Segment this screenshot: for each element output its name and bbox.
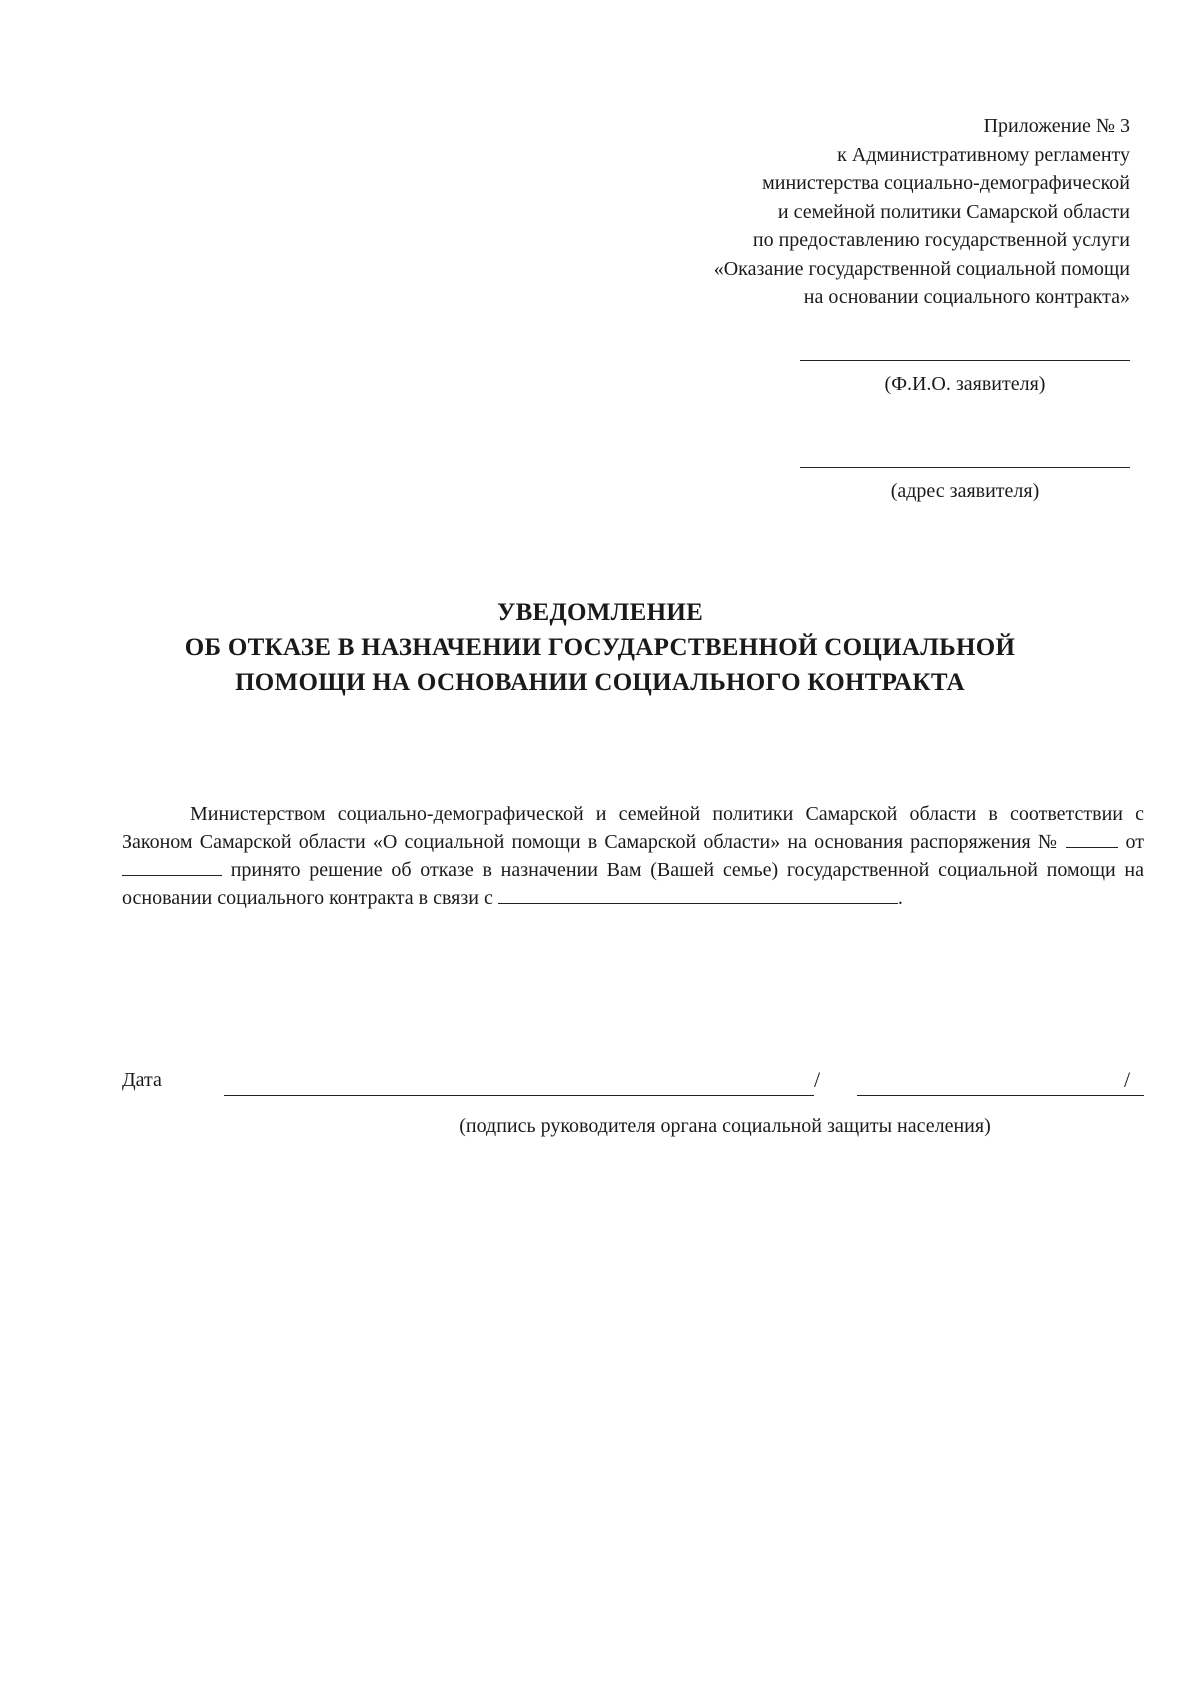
body-text-part2: от bbox=[1125, 831, 1145, 853]
signature-caption: (подпись руководителя органа социальной защиты населения) bbox=[459, 1115, 991, 1137]
signature-line bbox=[224, 1095, 814, 1096]
signature-slash: / bbox=[1124, 1067, 1131, 1092]
order-date-blank bbox=[122, 857, 222, 876]
notice-body bbox=[122, 800, 1144, 912]
signature-row bbox=[122, 1065, 1144, 1105]
applicant-address-caption: (адрес заявителя) bbox=[890, 480, 1040, 502]
signatory-name-line bbox=[857, 1095, 1144, 1096]
date-label: Дата bbox=[122, 1069, 162, 1091]
appendix-line: по предоставлению государственной услуги bbox=[752, 229, 1130, 251]
appendix-line: на основании социального контракта» bbox=[803, 286, 1130, 308]
applicant-address-line bbox=[800, 467, 1130, 468]
title-line: УВЕДОМЛЕНИЕ bbox=[496, 599, 704, 626]
body-text-part4: . bbox=[897, 887, 903, 909]
title-line: ПОМОЩИ НА ОСНОВАНИИ СОЦИАЛЬНОГО КОНТРАКТА bbox=[235, 669, 965, 696]
body-text-part1: Министерством социально-демографической и семейной политики Самарской области в соответствии с Законом Самарской области «О социальной помощи в Самарской области» на основания распоряжения № bbox=[122, 803, 1144, 853]
appendix-line: Приложение № 3 bbox=[983, 115, 1130, 137]
order-number-blank bbox=[1066, 829, 1118, 848]
applicant-name-line bbox=[800, 360, 1130, 361]
refusal-reason-blank bbox=[498, 885, 898, 904]
applicant-name-block bbox=[800, 360, 1130, 396]
title-line: ОБ ОТКАЗЕ В НАЗНАЧЕНИИ ГОСУДАРСТВЕННОЙ СОЦИАЛЬНОЙ bbox=[184, 634, 1016, 661]
notice-paragraph bbox=[122, 800, 1144, 912]
signature-slash: / bbox=[814, 1067, 821, 1092]
appendix-line: к Административному регламенту bbox=[837, 143, 1130, 166]
applicant-name-caption: (Ф.И.О. заявителя) bbox=[884, 373, 1046, 395]
appendix-line: «Оказание государственной социальной помощи bbox=[713, 257, 1130, 280]
body-text-part3: принято решение об отказе в назначении Вам (Вашей семье) государственной социальной помощи на основании социального контракта в связи с bbox=[122, 859, 1145, 909]
appendix-line: министерства социально-демографической bbox=[762, 172, 1130, 194]
appendix-line: и семейной политики Самарской области bbox=[777, 200, 1130, 223]
appendix-header bbox=[530, 112, 1130, 312]
applicant-address-block bbox=[800, 467, 1130, 503]
document-title bbox=[100, 595, 1100, 700]
